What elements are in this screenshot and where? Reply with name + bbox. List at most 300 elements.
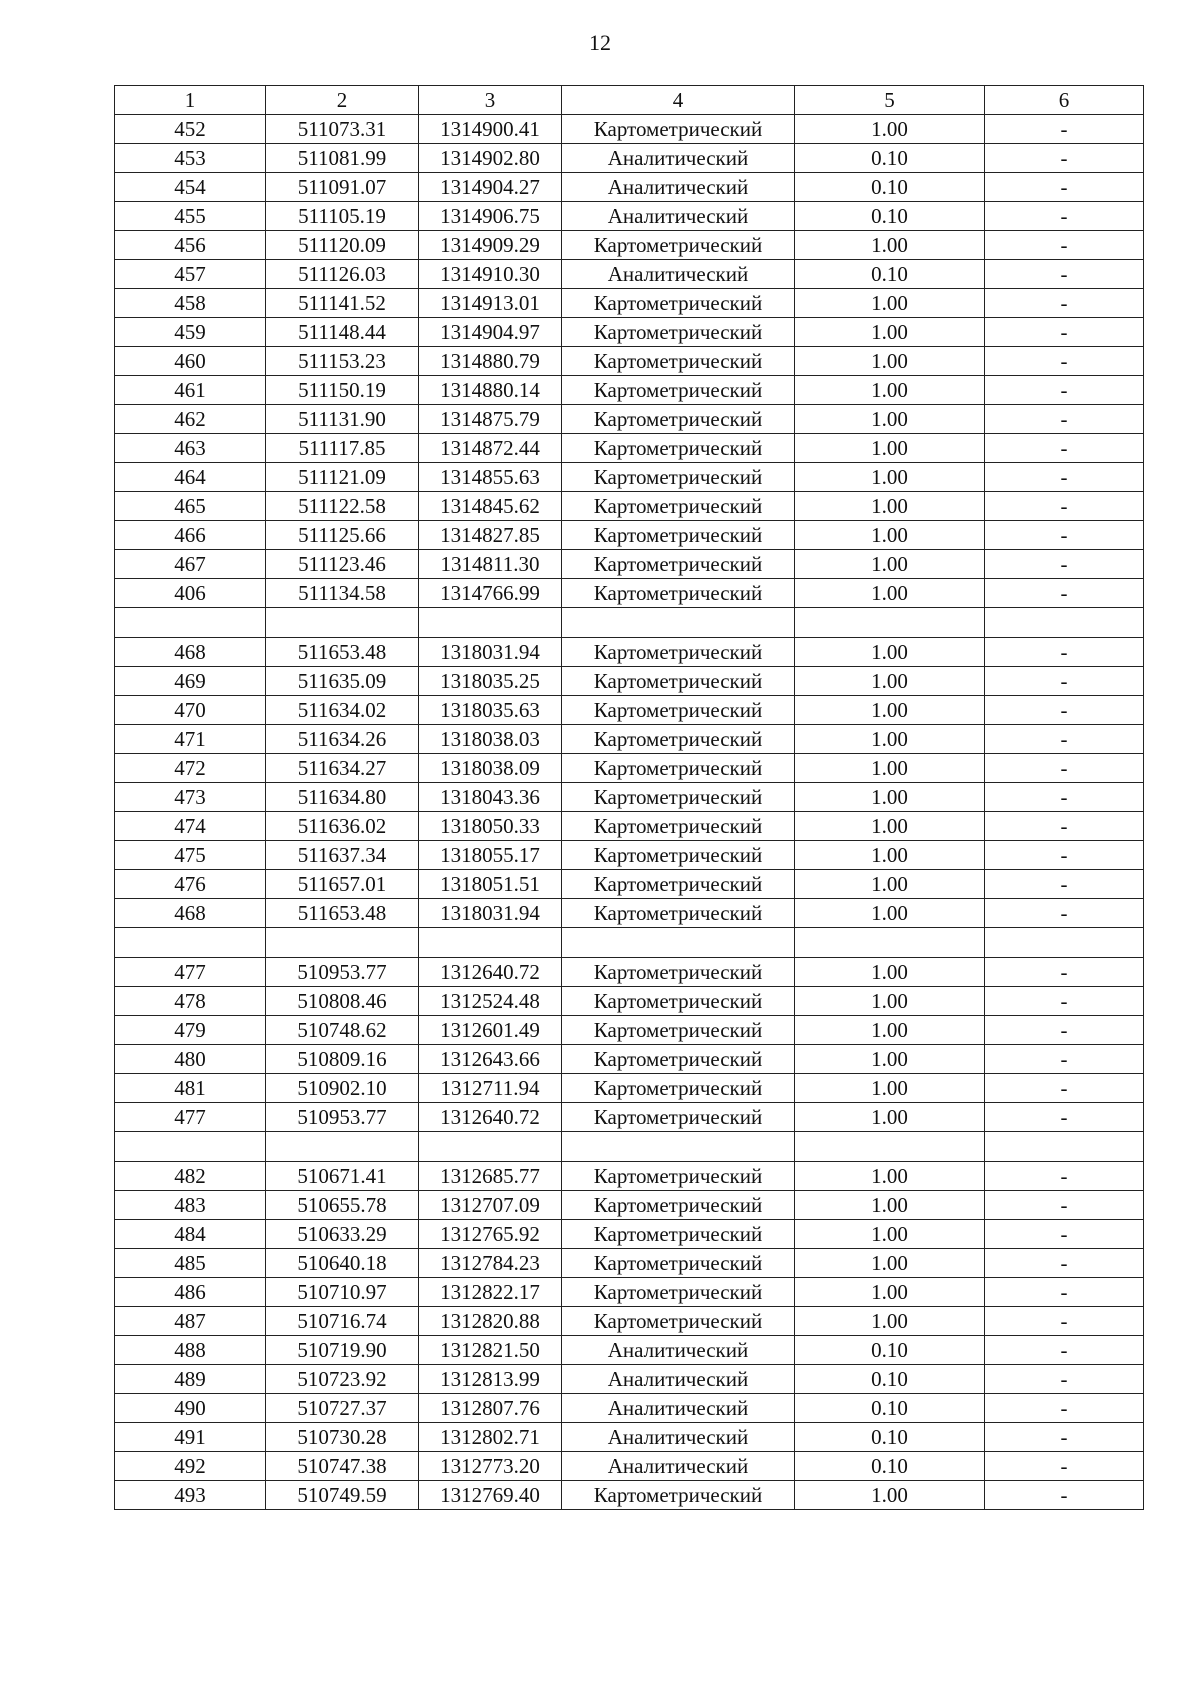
table-row [115, 434, 1144, 463]
point-number-cell: 457 [115, 260, 266, 289]
point-number-cell: 452 [115, 115, 266, 144]
note-cell: - [985, 202, 1144, 231]
x-coordinate-cell: 511634.80 [266, 783, 419, 812]
table-row [115, 696, 1144, 725]
y-coordinate-cell: 1314900.41 [419, 115, 562, 144]
table-row [115, 638, 1144, 667]
point-number-cell: 482 [115, 1162, 266, 1191]
method-cell: Картометрический [562, 115, 795, 144]
empty-cell [115, 1132, 266, 1162]
accuracy-cell: 1.00 [795, 958, 985, 987]
note-cell: - [985, 550, 1144, 579]
accuracy-cell: 0.10 [795, 1423, 985, 1452]
y-coordinate-cell: 1314875.79 [419, 405, 562, 434]
x-coordinate-cell: 511073.31 [266, 115, 419, 144]
table-row [115, 289, 1144, 318]
accuracy-cell: 1.00 [795, 696, 985, 725]
point-number-cell: 473 [115, 783, 266, 812]
x-coordinate-cell: 510655.78 [266, 1191, 419, 1220]
method-cell: Аналитический [562, 1365, 795, 1394]
accuracy-cell: 1.00 [795, 376, 985, 405]
method-cell: Картометрический [562, 1481, 795, 1510]
note-cell: - [985, 1278, 1144, 1307]
accuracy-cell: 1.00 [795, 812, 985, 841]
table-row [115, 725, 1144, 754]
x-coordinate-cell: 511636.02 [266, 812, 419, 841]
point-number-cell: 490 [115, 1394, 266, 1423]
method-cell: Аналитический [562, 1336, 795, 1365]
note-cell: - [985, 1191, 1144, 1220]
y-coordinate-cell: 1312813.99 [419, 1365, 562, 1394]
table-row [115, 1191, 1144, 1220]
table-row [115, 405, 1144, 434]
x-coordinate-cell: 510808.46 [266, 987, 419, 1016]
table-row [115, 987, 1144, 1016]
x-coordinate-cell: 510953.77 [266, 1103, 419, 1132]
accuracy-cell: 0.10 [795, 144, 985, 173]
table-row [115, 1307, 1144, 1336]
y-coordinate-cell: 1312643.66 [419, 1045, 562, 1074]
method-cell: Картометрический [562, 289, 795, 318]
method-cell: Картометрический [562, 405, 795, 434]
point-number-cell: 485 [115, 1249, 266, 1278]
column-header-4: 4 [562, 86, 795, 115]
accuracy-cell: 0.10 [795, 1336, 985, 1365]
y-coordinate-cell: 1318043.36 [419, 783, 562, 812]
point-number-cell: 478 [115, 987, 266, 1016]
empty-cell [419, 928, 562, 958]
accuracy-cell: 1.00 [795, 1249, 985, 1278]
accuracy-cell: 0.10 [795, 1452, 985, 1481]
note-cell: - [985, 638, 1144, 667]
coordinates-table [114, 85, 1144, 1510]
point-number-cell: 489 [115, 1365, 266, 1394]
table-row [115, 1016, 1144, 1045]
accuracy-cell: 1.00 [795, 987, 985, 1016]
point-number-cell: 406 [115, 579, 266, 608]
table-row [115, 870, 1144, 899]
accuracy-cell: 1.00 [795, 1016, 985, 1045]
table-row [115, 1423, 1144, 1452]
separator-row [115, 1132, 1144, 1162]
note-cell: - [985, 1481, 1144, 1510]
separator-row [115, 928, 1144, 958]
x-coordinate-cell: 511125.66 [266, 521, 419, 550]
note-cell: - [985, 1220, 1144, 1249]
accuracy-cell: 1.00 [795, 899, 985, 928]
point-number-cell: 472 [115, 754, 266, 783]
note-cell: - [985, 667, 1144, 696]
y-coordinate-cell: 1318031.94 [419, 899, 562, 928]
table-row [115, 1365, 1144, 1394]
y-coordinate-cell: 1314904.27 [419, 173, 562, 202]
accuracy-cell: 1.00 [795, 347, 985, 376]
table-row [115, 1045, 1144, 1074]
table-row [115, 1394, 1144, 1423]
note-cell: - [985, 1249, 1144, 1278]
accuracy-cell: 1.00 [795, 1307, 985, 1336]
x-coordinate-cell: 511105.19 [266, 202, 419, 231]
method-cell: Картометрический [562, 550, 795, 579]
method-cell: Картометрический [562, 1249, 795, 1278]
table-row [115, 1220, 1144, 1249]
point-number-cell: 470 [115, 696, 266, 725]
x-coordinate-cell: 511637.34 [266, 841, 419, 870]
accuracy-cell: 1.00 [795, 521, 985, 550]
point-number-cell: 480 [115, 1045, 266, 1074]
y-coordinate-cell: 1318035.63 [419, 696, 562, 725]
note-cell: - [985, 783, 1144, 812]
table-row [115, 783, 1144, 812]
note-cell: - [985, 405, 1144, 434]
point-number-cell: 460 [115, 347, 266, 376]
table-row [115, 812, 1144, 841]
y-coordinate-cell: 1312769.40 [419, 1481, 562, 1510]
note-cell: - [985, 115, 1144, 144]
x-coordinate-cell: 510727.37 [266, 1394, 419, 1423]
note-cell: - [985, 318, 1144, 347]
y-coordinate-cell: 1312773.20 [419, 1452, 562, 1481]
table-row [115, 144, 1144, 173]
x-coordinate-cell: 511141.52 [266, 289, 419, 318]
method-cell: Картометрический [562, 1278, 795, 1307]
table-row [115, 958, 1144, 987]
point-number-cell: 465 [115, 492, 266, 521]
empty-cell [266, 1132, 419, 1162]
method-cell: Аналитический [562, 173, 795, 202]
point-number-cell: 475 [115, 841, 266, 870]
table-row [115, 115, 1144, 144]
x-coordinate-cell: 510748.62 [266, 1016, 419, 1045]
y-coordinate-cell: 1312821.50 [419, 1336, 562, 1365]
method-cell: Картометрический [562, 492, 795, 521]
y-coordinate-cell: 1312711.94 [419, 1074, 562, 1103]
point-number-cell: 477 [115, 958, 266, 987]
method-cell: Аналитический [562, 1423, 795, 1452]
accuracy-cell: 1.00 [795, 725, 985, 754]
y-coordinate-cell: 1314910.30 [419, 260, 562, 289]
accuracy-cell: 1.00 [795, 1045, 985, 1074]
empty-cell [419, 608, 562, 638]
x-coordinate-cell: 510710.97 [266, 1278, 419, 1307]
accuracy-cell: 1.00 [795, 1191, 985, 1220]
x-coordinate-cell: 511123.46 [266, 550, 419, 579]
method-cell: Аналитический [562, 260, 795, 289]
method-cell: Картометрический [562, 638, 795, 667]
accuracy-cell: 1.00 [795, 1162, 985, 1191]
accuracy-cell: 1.00 [795, 783, 985, 812]
point-number-cell: 458 [115, 289, 266, 318]
note-cell: - [985, 754, 1144, 783]
point-number-cell: 479 [115, 1016, 266, 1045]
y-coordinate-cell: 1314906.75 [419, 202, 562, 231]
note-cell: - [985, 1103, 1144, 1132]
accuracy-cell: 1.00 [795, 667, 985, 696]
note-cell: - [985, 144, 1144, 173]
point-number-cell: 474 [115, 812, 266, 841]
accuracy-cell: 1.00 [795, 1074, 985, 1103]
table-row [115, 1249, 1144, 1278]
x-coordinate-cell: 511148.44 [266, 318, 419, 347]
method-cell: Картометрический [562, 579, 795, 608]
empty-cell [562, 928, 795, 958]
y-coordinate-cell: 1314904.97 [419, 318, 562, 347]
table-row [115, 841, 1144, 870]
x-coordinate-cell: 511653.48 [266, 638, 419, 667]
x-coordinate-cell: 511150.19 [266, 376, 419, 405]
note-cell: - [985, 521, 1144, 550]
y-coordinate-cell: 1312524.48 [419, 987, 562, 1016]
x-coordinate-cell: 510809.16 [266, 1045, 419, 1074]
column-header-3: 3 [419, 86, 562, 115]
table-row [115, 231, 1144, 260]
point-number-cell: 459 [115, 318, 266, 347]
note-cell: - [985, 1045, 1144, 1074]
table-row [115, 754, 1144, 783]
empty-cell [115, 608, 266, 638]
note-cell: - [985, 231, 1144, 260]
point-number-cell: 491 [115, 1423, 266, 1452]
method-cell: Картометрический [562, 754, 795, 783]
accuracy-cell: 1.00 [795, 754, 985, 783]
x-coordinate-cell: 511117.85 [266, 434, 419, 463]
point-number-cell: 469 [115, 667, 266, 696]
accuracy-cell: 1.00 [795, 289, 985, 318]
table-row [115, 1074, 1144, 1103]
x-coordinate-cell: 510633.29 [266, 1220, 419, 1249]
y-coordinate-cell: 1312707.09 [419, 1191, 562, 1220]
point-number-cell: 462 [115, 405, 266, 434]
y-coordinate-cell: 1314766.99 [419, 579, 562, 608]
point-number-cell: 486 [115, 1278, 266, 1307]
method-cell: Картометрический [562, 1162, 795, 1191]
method-cell: Картометрический [562, 667, 795, 696]
y-coordinate-cell: 1318038.03 [419, 725, 562, 754]
note-cell: - [985, 492, 1144, 521]
method-cell: Картометрический [562, 434, 795, 463]
y-coordinate-cell: 1314872.44 [419, 434, 562, 463]
y-coordinate-cell: 1312820.88 [419, 1307, 562, 1336]
y-coordinate-cell: 1314909.29 [419, 231, 562, 260]
x-coordinate-cell: 511634.27 [266, 754, 419, 783]
note-cell: - [985, 347, 1144, 376]
empty-cell [266, 928, 419, 958]
y-coordinate-cell: 1314902.80 [419, 144, 562, 173]
x-coordinate-cell: 511653.48 [266, 899, 419, 928]
accuracy-cell: 1.00 [795, 463, 985, 492]
table-row [115, 492, 1144, 521]
point-number-cell: 456 [115, 231, 266, 260]
note-cell: - [985, 1336, 1144, 1365]
y-coordinate-cell: 1318050.33 [419, 812, 562, 841]
accuracy-cell: 0.10 [795, 1365, 985, 1394]
x-coordinate-cell: 510716.74 [266, 1307, 419, 1336]
point-number-cell: 464 [115, 463, 266, 492]
accuracy-cell: 1.00 [795, 638, 985, 667]
accuracy-cell: 1.00 [795, 1481, 985, 1510]
accuracy-cell: 1.00 [795, 318, 985, 347]
note-cell: - [985, 725, 1144, 754]
table-row [115, 899, 1144, 928]
method-cell: Картометрический [562, 521, 795, 550]
table-row [115, 521, 1144, 550]
table-row [115, 1278, 1144, 1307]
accuracy-cell: 0.10 [795, 1394, 985, 1423]
table-row [115, 1162, 1144, 1191]
method-cell: Аналитический [562, 144, 795, 173]
method-cell: Картометрический [562, 1045, 795, 1074]
x-coordinate-cell: 510953.77 [266, 958, 419, 987]
x-coordinate-cell: 510902.10 [266, 1074, 419, 1103]
table-row [115, 173, 1144, 202]
accuracy-cell: 1.00 [795, 434, 985, 463]
y-coordinate-cell: 1312640.72 [419, 1103, 562, 1132]
x-coordinate-cell: 510730.28 [266, 1423, 419, 1452]
point-number-cell: 488 [115, 1336, 266, 1365]
note-cell: - [985, 870, 1144, 899]
table-row [115, 260, 1144, 289]
empty-cell [795, 608, 985, 638]
x-coordinate-cell: 511634.26 [266, 725, 419, 754]
point-number-cell: 477 [115, 1103, 266, 1132]
method-cell: Аналитический [562, 1394, 795, 1423]
table-row [115, 202, 1144, 231]
method-cell: Картометрический [562, 376, 795, 405]
y-coordinate-cell: 1312802.71 [419, 1423, 562, 1452]
y-coordinate-cell: 1314913.01 [419, 289, 562, 318]
table-row [115, 1103, 1144, 1132]
x-coordinate-cell: 510723.92 [266, 1365, 419, 1394]
method-cell: Картометрический [562, 812, 795, 841]
column-header-5: 5 [795, 86, 985, 115]
accuracy-cell: 1.00 [795, 550, 985, 579]
empty-cell [985, 928, 1144, 958]
accuracy-cell: 1.00 [795, 870, 985, 899]
note-cell: - [985, 1394, 1144, 1423]
point-number-cell: 487 [115, 1307, 266, 1336]
point-number-cell: 466 [115, 521, 266, 550]
accuracy-cell: 1.00 [795, 579, 985, 608]
accuracy-cell: 0.10 [795, 260, 985, 289]
empty-cell [419, 1132, 562, 1162]
table-row [115, 376, 1144, 405]
note-cell: - [985, 1162, 1144, 1191]
method-cell: Картометрический [562, 1074, 795, 1103]
table-row [115, 1336, 1144, 1365]
method-cell: Картометрический [562, 318, 795, 347]
header-row [115, 86, 1144, 115]
note-cell: - [985, 1365, 1144, 1394]
x-coordinate-cell: 510747.38 [266, 1452, 419, 1481]
accuracy-cell: 1.00 [795, 1103, 985, 1132]
note-cell: - [985, 1307, 1144, 1336]
empty-cell [115, 928, 266, 958]
table-row [115, 1452, 1144, 1481]
empty-cell [266, 608, 419, 638]
point-number-cell: 484 [115, 1220, 266, 1249]
x-coordinate-cell: 511657.01 [266, 870, 419, 899]
note-cell: - [985, 173, 1144, 202]
note-cell: - [985, 463, 1144, 492]
x-coordinate-cell: 511081.99 [266, 144, 419, 173]
method-cell: Картометрический [562, 870, 795, 899]
empty-cell [562, 608, 795, 638]
x-coordinate-cell: 511134.58 [266, 579, 419, 608]
y-coordinate-cell: 1314880.79 [419, 347, 562, 376]
note-cell: - [985, 1452, 1144, 1481]
method-cell: Картометрический [562, 958, 795, 987]
method-cell: Картометрический [562, 347, 795, 376]
y-coordinate-cell: 1312640.72 [419, 958, 562, 987]
method-cell: Картометрический [562, 1103, 795, 1132]
point-number-cell: 467 [115, 550, 266, 579]
y-coordinate-cell: 1312765.92 [419, 1220, 562, 1249]
method-cell: Картометрический [562, 1307, 795, 1336]
note-cell: - [985, 987, 1144, 1016]
point-number-cell: 461 [115, 376, 266, 405]
method-cell: Аналитический [562, 1452, 795, 1481]
x-coordinate-cell: 511126.03 [266, 260, 419, 289]
x-coordinate-cell: 511122.58 [266, 492, 419, 521]
x-coordinate-cell: 511153.23 [266, 347, 419, 376]
column-header-1: 1 [115, 86, 266, 115]
empty-cell [795, 1132, 985, 1162]
table-row [115, 667, 1144, 696]
y-coordinate-cell: 1314855.63 [419, 463, 562, 492]
accuracy-cell: 1.00 [795, 115, 985, 144]
table-row [115, 463, 1144, 492]
point-number-cell: 492 [115, 1452, 266, 1481]
x-coordinate-cell: 510640.18 [266, 1249, 419, 1278]
point-number-cell: 471 [115, 725, 266, 754]
y-coordinate-cell: 1312601.49 [419, 1016, 562, 1045]
method-cell: Картометрический [562, 696, 795, 725]
y-coordinate-cell: 1312822.17 [419, 1278, 562, 1307]
method-cell: Картометрический [562, 231, 795, 260]
note-cell: - [985, 1423, 1144, 1452]
method-cell: Картометрический [562, 1191, 795, 1220]
point-number-cell: 476 [115, 870, 266, 899]
method-cell: Картометрический [562, 899, 795, 928]
accuracy-cell: 1.00 [795, 231, 985, 260]
y-coordinate-cell: 1314880.14 [419, 376, 562, 405]
point-number-cell: 468 [115, 638, 266, 667]
note-cell: - [985, 812, 1144, 841]
point-number-cell: 493 [115, 1481, 266, 1510]
accuracy-cell: 1.00 [795, 1220, 985, 1249]
table-row [115, 347, 1144, 376]
point-number-cell: 453 [115, 144, 266, 173]
table-row [115, 579, 1144, 608]
y-coordinate-cell: 1318038.09 [419, 754, 562, 783]
method-cell: Картометрический [562, 987, 795, 1016]
column-header-2: 2 [266, 86, 419, 115]
note-cell: - [985, 376, 1144, 405]
table-row [115, 550, 1144, 579]
accuracy-cell: 1.00 [795, 1278, 985, 1307]
x-coordinate-cell: 511120.09 [266, 231, 419, 260]
separator-row [115, 608, 1144, 638]
method-cell: Картометрический [562, 783, 795, 812]
point-number-cell: 463 [115, 434, 266, 463]
empty-cell [795, 928, 985, 958]
accuracy-cell: 0.10 [795, 173, 985, 202]
table-row [115, 318, 1144, 347]
note-cell: - [985, 434, 1144, 463]
method-cell: Картометрический [562, 463, 795, 492]
note-cell: - [985, 1074, 1144, 1103]
y-coordinate-cell: 1318055.17 [419, 841, 562, 870]
